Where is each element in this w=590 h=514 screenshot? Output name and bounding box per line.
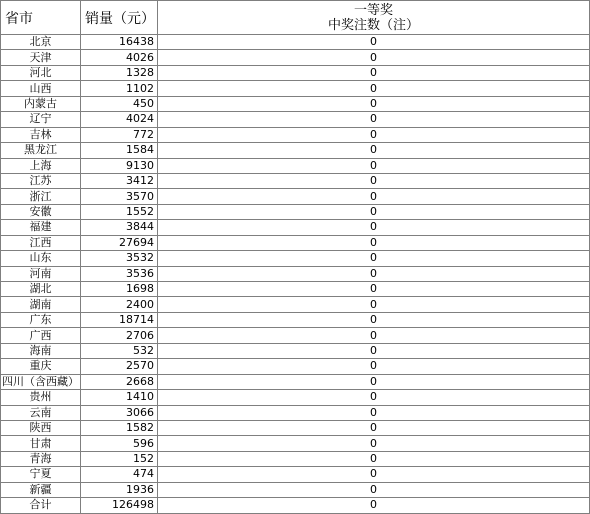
province-cell[interactable]: 陕西 bbox=[1, 420, 81, 435]
sales-cell[interactable]: 3412 bbox=[81, 173, 158, 188]
table-row bbox=[1, 96, 590, 111]
winners-cell[interactable]: 0 bbox=[158, 96, 590, 111]
winners-cell[interactable]: 0 bbox=[158, 173, 590, 188]
sales-cell[interactable]: 1328 bbox=[81, 65, 158, 80]
province-cell[interactable]: 河北 bbox=[1, 65, 81, 80]
table-row bbox=[1, 204, 590, 219]
table-row bbox=[1, 112, 590, 127]
winners-cell[interactable]: 0 bbox=[158, 451, 590, 466]
table-row bbox=[1, 436, 590, 451]
table-row bbox=[1, 467, 590, 482]
province-cell[interactable]: 上海 bbox=[1, 158, 81, 173]
sales-cell[interactable]: 772 bbox=[81, 127, 158, 142]
sales-cell[interactable]: 2706 bbox=[81, 328, 158, 343]
table-row bbox=[1, 220, 590, 235]
province-cell[interactable]: 天津 bbox=[1, 50, 81, 65]
province-cell[interactable]: 湖南 bbox=[1, 297, 81, 312]
winners-cell[interactable]: 0 bbox=[158, 436, 590, 451]
table-row bbox=[1, 343, 590, 358]
winners-cell[interactable]: 0 bbox=[158, 482, 590, 497]
table-row bbox=[1, 50, 590, 65]
sales-cell[interactable]: 3532 bbox=[81, 251, 158, 266]
header-row bbox=[1, 1, 590, 35]
sales-cell[interactable]: 474 bbox=[81, 467, 158, 482]
table-row bbox=[1, 312, 590, 327]
sales-cell[interactable]: 1102 bbox=[81, 81, 158, 96]
province-cell[interactable]: 黑龙江 bbox=[1, 143, 81, 158]
header-first-prize-winners[interactable] bbox=[158, 1, 590, 35]
sales-cell[interactable]: 16438 bbox=[81, 35, 158, 50]
province-cell[interactable]: 山西 bbox=[1, 81, 81, 96]
winners-cell[interactable]: 0 bbox=[158, 405, 590, 420]
sales-cell[interactable]: 3066 bbox=[81, 405, 158, 420]
province-cell[interactable]: 辽宁 bbox=[1, 112, 81, 127]
sales-cell[interactable]: 3536 bbox=[81, 266, 158, 281]
winners-cell[interactable]: 0 bbox=[158, 50, 590, 65]
table-row bbox=[1, 189, 590, 204]
sales-cell[interactable]: 126498 bbox=[81, 498, 158, 513]
province-cell[interactable]: 新疆 bbox=[1, 482, 81, 497]
sales-cell[interactable]: 1698 bbox=[81, 282, 158, 297]
table-row bbox=[1, 235, 590, 250]
winners-cell[interactable]: 0 bbox=[158, 143, 590, 158]
province-cell[interactable]: 福建 bbox=[1, 220, 81, 235]
province-cell[interactable]: 吉林 bbox=[1, 127, 81, 142]
winners-cell[interactable]: 0 bbox=[158, 204, 590, 219]
sales-cell[interactable]: 596 bbox=[81, 436, 158, 451]
winners-cell[interactable]: 0 bbox=[158, 235, 590, 250]
table-row bbox=[1, 420, 590, 435]
sales-cell[interactable]: 27694 bbox=[81, 235, 158, 250]
table-row bbox=[1, 297, 590, 312]
province-cell[interactable]: 江西 bbox=[1, 235, 81, 250]
table-row bbox=[1, 173, 590, 188]
header-sales[interactable]: 销量（元） bbox=[81, 1, 158, 35]
header-first-prize-line1: 一等奖 bbox=[353, 2, 393, 18]
sales-cell[interactable]: 1552 bbox=[81, 204, 158, 219]
province-cell[interactable]: 云南 bbox=[1, 405, 81, 420]
winners-cell[interactable]: 0 bbox=[158, 297, 590, 312]
province-cell[interactable]: 湖北 bbox=[1, 282, 81, 297]
sales-cell[interactable]: 450 bbox=[81, 96, 158, 111]
winners-cell[interactable]: 0 bbox=[158, 312, 590, 327]
sales-cell[interactable]: 2668 bbox=[81, 374, 158, 389]
winners-cell[interactable]: 0 bbox=[158, 467, 590, 482]
sales-cell[interactable]: 4024 bbox=[81, 112, 158, 127]
winners-cell[interactable]: 0 bbox=[158, 266, 590, 281]
sales-cell[interactable]: 3570 bbox=[81, 189, 158, 204]
header-first-prize-line2: 中奖注数（注） bbox=[327, 17, 419, 33]
winners-cell[interactable]: 0 bbox=[158, 220, 590, 235]
province-cell[interactable]: 江苏 bbox=[1, 173, 81, 188]
province-cell[interactable]: 甘肃 bbox=[1, 436, 81, 451]
table-row bbox=[1, 65, 590, 80]
winners-cell[interactable]: 0 bbox=[158, 328, 590, 343]
table-row bbox=[1, 482, 590, 497]
sales-cell[interactable]: 4026 bbox=[81, 50, 158, 65]
sales-cell[interactable]: 2570 bbox=[81, 359, 158, 374]
sales-cell[interactable]: 1936 bbox=[81, 482, 158, 497]
winners-cell[interactable]: 0 bbox=[158, 112, 590, 127]
winners-cell[interactable]: 0 bbox=[158, 251, 590, 266]
winners-cell[interactable]: 0 bbox=[158, 343, 590, 358]
province-cell[interactable]: 广西 bbox=[1, 328, 81, 343]
table-row bbox=[1, 405, 590, 420]
province-cell[interactable]: 浙江 bbox=[1, 189, 81, 204]
table-row bbox=[1, 127, 590, 142]
table-row bbox=[1, 451, 590, 466]
table-row bbox=[1, 81, 590, 96]
winners-cell[interactable]: 0 bbox=[158, 81, 590, 96]
header-province[interactable]: 省市 bbox=[1, 1, 81, 35]
province-cell[interactable]: 贵州 bbox=[1, 390, 81, 405]
table-row bbox=[1, 251, 590, 266]
province-cell[interactable]: 四川（含西藏） bbox=[2, 374, 79, 388]
winners-cell[interactable]: 0 bbox=[158, 374, 590, 389]
sales-cell[interactable]: 18714 bbox=[81, 312, 158, 327]
sales-cell[interactable]: 1410 bbox=[81, 390, 158, 405]
province-cell[interactable]: 宁夏 bbox=[1, 467, 81, 482]
table-row bbox=[1, 266, 590, 281]
province-cell[interactable]: 河南 bbox=[1, 266, 81, 281]
sales-cell[interactable]: 9130 bbox=[81, 158, 158, 173]
table-row bbox=[1, 359, 590, 374]
province-cell[interactable]: 广东 bbox=[1, 312, 81, 327]
winners-cell[interactable]: 0 bbox=[158, 189, 590, 204]
winners-cell[interactable]: 0 bbox=[158, 282, 590, 297]
table-row bbox=[1, 390, 590, 405]
table-row bbox=[1, 158, 590, 173]
sales-cell[interactable]: 1582 bbox=[81, 420, 158, 435]
winners-cell[interactable]: 0 bbox=[158, 127, 590, 142]
province-cell[interactable]: 山东 bbox=[1, 251, 81, 266]
table-row bbox=[1, 374, 590, 389]
table-row bbox=[1, 282, 590, 297]
winners-cell[interactable]: 0 bbox=[158, 35, 590, 50]
sales-cell[interactable]: 152 bbox=[81, 451, 158, 466]
table-row bbox=[1, 35, 590, 50]
winners-cell[interactable]: 0 bbox=[158, 390, 590, 405]
province-cell[interactable]: 安徽 bbox=[1, 204, 81, 219]
province-cell[interactable]: 海南 bbox=[1, 343, 81, 358]
sales-cell[interactable]: 3844 bbox=[81, 220, 158, 235]
province-cell[interactable]: 青海 bbox=[1, 451, 81, 466]
province-cell[interactable]: 合计 bbox=[1, 498, 81, 513]
province-cell[interactable]: 北京 bbox=[1, 35, 81, 50]
winners-cell[interactable]: 0 bbox=[158, 65, 590, 80]
winners-cell[interactable]: 0 bbox=[158, 158, 590, 173]
winners-cell[interactable]: 0 bbox=[158, 420, 590, 435]
winners-cell[interactable]: 0 bbox=[158, 359, 590, 374]
winners-cell[interactable]: 0 bbox=[158, 498, 590, 513]
sales-cell[interactable]: 2400 bbox=[81, 297, 158, 312]
sales-cell[interactable]: 532 bbox=[81, 343, 158, 358]
province-cell[interactable]: 重庆 bbox=[1, 359, 81, 374]
sales-cell[interactable]: 1584 bbox=[81, 143, 158, 158]
table-row bbox=[1, 143, 590, 158]
province-cell[interactable]: 内蒙古 bbox=[1, 96, 81, 111]
table-row bbox=[1, 328, 590, 343]
